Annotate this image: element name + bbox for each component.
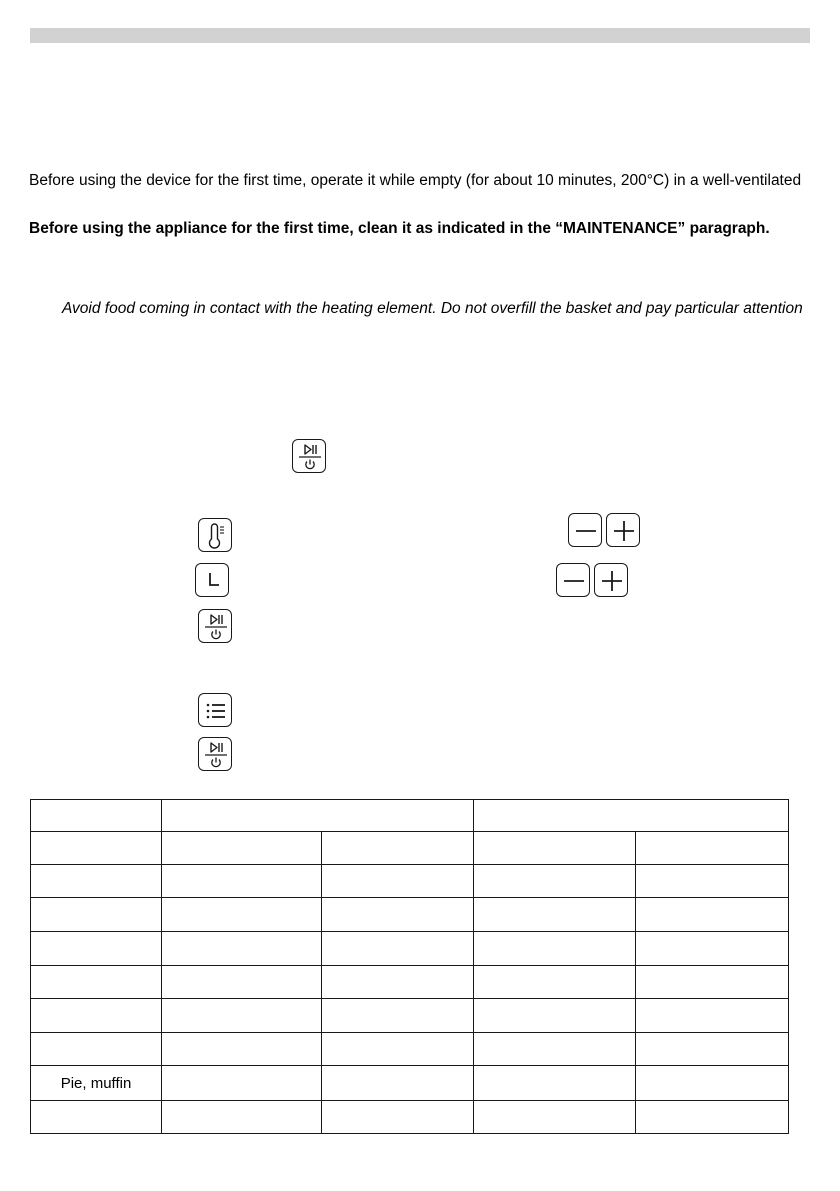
minus-icon — [568, 513, 602, 547]
table-cell — [322, 1100, 474, 1133]
table-cell — [474, 865, 636, 898]
table-cell — [474, 898, 636, 931]
table-cell — [162, 832, 322, 865]
table-cell — [636, 931, 789, 965]
table-cell-pie-muffin: Pie, muffin — [31, 1066, 162, 1100]
start-pause-power-icon — [292, 439, 326, 473]
plus-icon — [606, 513, 640, 547]
table-cell — [322, 965, 474, 998]
table-cell — [474, 800, 789, 832]
table-cell — [31, 865, 162, 898]
table-row — [31, 832, 789, 865]
table-cell — [322, 865, 474, 898]
table-cell — [636, 1066, 789, 1100]
table-cell — [31, 1100, 162, 1133]
warning-paragraph: Avoid food coming in contact with the heating element. Do not overfill the basket and pay particular attention — [62, 300, 803, 317]
table-cell — [31, 832, 162, 865]
table-cell — [162, 1033, 322, 1066]
table-cell — [474, 1100, 636, 1133]
thermometer-icon — [198, 518, 232, 552]
header-bar — [30, 28, 810, 43]
table-cell — [31, 800, 162, 832]
table-cell — [31, 931, 162, 965]
table-row — [31, 1100, 789, 1133]
table-cell — [31, 898, 162, 931]
table-cell — [474, 1033, 636, 1066]
cooking-table — [30, 799, 789, 1134]
clean-paragraph: Before using the appliance for the first time, clean it as indicated in the “MAINTENANCE” paragraph. — [29, 220, 770, 237]
table-cell — [31, 999, 162, 1033]
table-row — [31, 931, 789, 965]
table-cell — [162, 898, 322, 931]
table-cell — [636, 832, 789, 865]
table-cell — [636, 999, 789, 1033]
table-cell — [636, 1033, 789, 1066]
start-pause-power-icon — [198, 609, 232, 643]
table-cell — [162, 999, 322, 1033]
table-row — [31, 965, 789, 998]
table-cell — [322, 832, 474, 865]
table-cell — [162, 865, 322, 898]
table-cell — [31, 1033, 162, 1066]
plus-icon — [594, 563, 628, 597]
table-cell — [31, 965, 162, 998]
table-row — [31, 1066, 789, 1100]
table-cell — [474, 965, 636, 998]
table-cell — [322, 1033, 474, 1066]
minus-icon — [556, 563, 590, 597]
table-cell — [636, 965, 789, 998]
menu-list-icon — [198, 693, 232, 727]
table-cell — [322, 1066, 474, 1100]
table-cell — [636, 1100, 789, 1133]
table-row — [31, 999, 789, 1033]
table-cell — [162, 1100, 322, 1133]
table-cell — [474, 832, 636, 865]
first-use-paragraph: Before using the device for the first time, operate it while empty (for about 10 minutes, 200°C) in a well-ventilated — [29, 172, 802, 189]
table-cell — [636, 865, 789, 898]
table-cell — [162, 1066, 322, 1100]
table-cell — [474, 1066, 636, 1100]
table-cell — [322, 931, 474, 965]
table-row — [31, 1033, 789, 1066]
table-cell — [474, 999, 636, 1033]
table-row — [31, 865, 789, 898]
timer-icon — [195, 563, 229, 597]
table-cell — [322, 898, 474, 931]
table-cell — [162, 965, 322, 998]
table-cell — [162, 931, 322, 965]
table-row — [31, 898, 789, 931]
table-header-row — [31, 800, 789, 832]
start-pause-power-icon — [198, 737, 232, 771]
table-cell — [322, 999, 474, 1033]
table-cell — [474, 931, 636, 965]
table-cell — [636, 898, 789, 931]
table-cell — [162, 800, 474, 832]
